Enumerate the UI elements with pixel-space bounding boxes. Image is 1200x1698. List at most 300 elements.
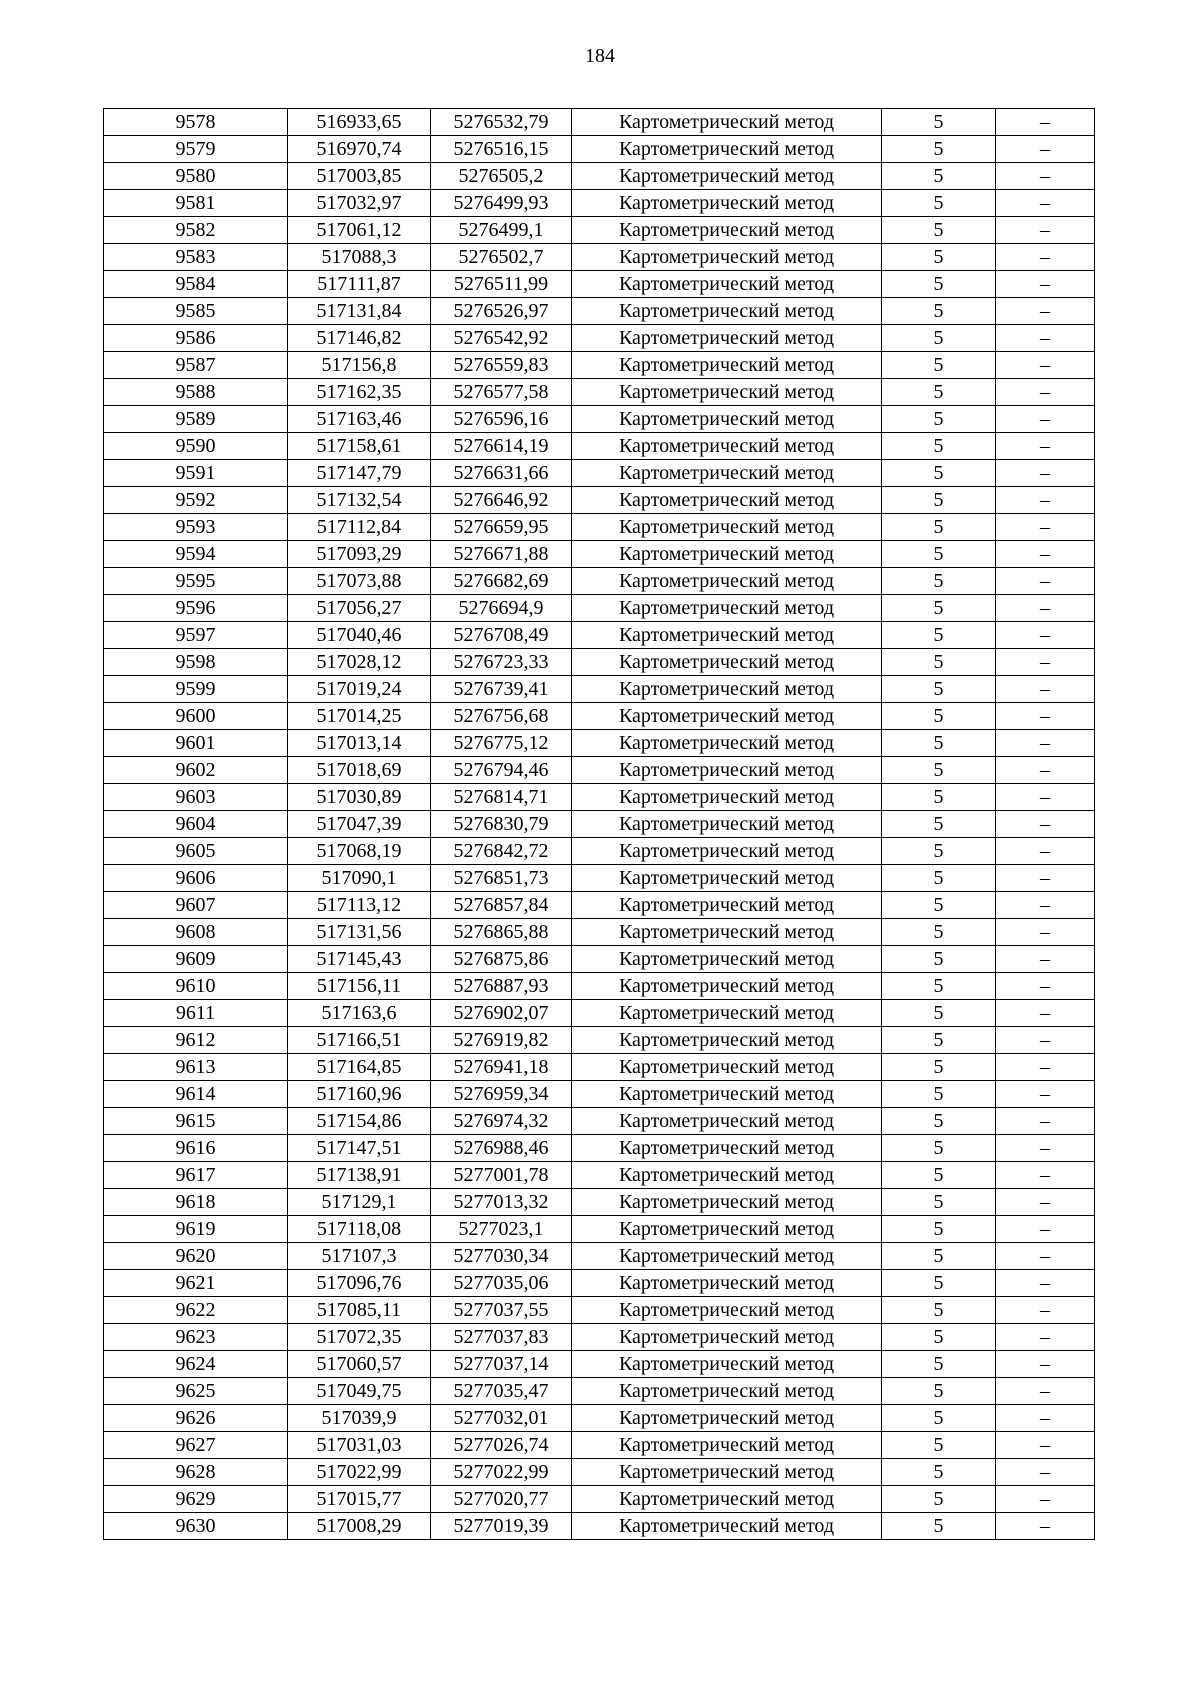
description-cell: – [996, 973, 1095, 1000]
accuracy-cell: 5 [882, 676, 996, 703]
point-number-cell: 9586 [104, 325, 288, 352]
y-coordinate-cell: 5276502,7 [431, 244, 572, 271]
method-cell: Картометрический метод [572, 190, 882, 217]
x-coordinate-cell: 517090,1 [288, 865, 431, 892]
x-coordinate-cell: 517032,97 [288, 190, 431, 217]
method-cell: Картометрический метод [572, 379, 882, 406]
x-coordinate-cell: 517022,99 [288, 1459, 431, 1486]
x-coordinate-cell: 517047,39 [288, 811, 431, 838]
y-coordinate-cell: 5276723,33 [431, 649, 572, 676]
x-coordinate-cell: 517164,85 [288, 1054, 431, 1081]
table-row [104, 271, 1095, 298]
y-coordinate-cell: 5277026,74 [431, 1432, 572, 1459]
y-coordinate-cell: 5276631,66 [431, 460, 572, 487]
x-coordinate-cell: 517163,6 [288, 1000, 431, 1027]
x-coordinate-cell: 517138,91 [288, 1162, 431, 1189]
method-cell: Картометрический метод [572, 730, 882, 757]
y-coordinate-cell: 5276532,79 [431, 109, 572, 136]
accuracy-cell: 5 [882, 1027, 996, 1054]
accuracy-cell: 5 [882, 1459, 996, 1486]
description-cell: – [996, 676, 1095, 703]
table-row [104, 1027, 1095, 1054]
point-number-cell: 9606 [104, 865, 288, 892]
point-number-cell: 9593 [104, 514, 288, 541]
method-cell: Картометрический метод [572, 244, 882, 271]
accuracy-cell: 5 [882, 1378, 996, 1405]
point-number-cell: 9619 [104, 1216, 288, 1243]
table-row [104, 973, 1095, 1000]
description-cell: – [996, 1189, 1095, 1216]
accuracy-cell: 5 [882, 838, 996, 865]
point-number-cell: 9625 [104, 1378, 288, 1405]
accuracy-cell: 5 [882, 406, 996, 433]
x-coordinate-cell: 517166,51 [288, 1027, 431, 1054]
x-coordinate-cell: 517049,75 [288, 1378, 431, 1405]
point-number-cell: 9588 [104, 379, 288, 406]
point-number-cell: 9592 [104, 487, 288, 514]
y-coordinate-cell: 5276842,72 [431, 838, 572, 865]
accuracy-cell: 5 [882, 298, 996, 325]
accuracy-cell: 5 [882, 973, 996, 1000]
accuracy-cell: 5 [882, 190, 996, 217]
x-coordinate-cell: 517060,57 [288, 1351, 431, 1378]
accuracy-cell: 5 [882, 919, 996, 946]
table-row [104, 487, 1095, 514]
accuracy-cell: 5 [882, 784, 996, 811]
y-coordinate-cell: 5277037,14 [431, 1351, 572, 1378]
point-number-cell: 9581 [104, 190, 288, 217]
description-cell: – [996, 1027, 1095, 1054]
table-row [104, 865, 1095, 892]
y-coordinate-cell: 5276659,95 [431, 514, 572, 541]
y-coordinate-cell: 5277001,78 [431, 1162, 572, 1189]
table-row [104, 784, 1095, 811]
method-cell: Картометрический метод [572, 298, 882, 325]
x-coordinate-cell: 517085,11 [288, 1297, 431, 1324]
description-cell: – [996, 1162, 1095, 1189]
description-cell: – [996, 1216, 1095, 1243]
accuracy-cell: 5 [882, 622, 996, 649]
accuracy-cell: 5 [882, 1135, 996, 1162]
accuracy-cell: 5 [882, 1297, 996, 1324]
method-cell: Картометрический метод [572, 568, 882, 595]
method-cell: Картометрический метод [572, 136, 882, 163]
x-coordinate-cell: 517156,11 [288, 973, 431, 1000]
point-number-cell: 9600 [104, 703, 288, 730]
description-cell: – [996, 514, 1095, 541]
accuracy-cell: 5 [882, 109, 996, 136]
method-cell: Картометрический метод [572, 811, 882, 838]
table-row [104, 1000, 1095, 1027]
method-cell: Картометрический метод [572, 1027, 882, 1054]
y-coordinate-cell: 5276614,19 [431, 433, 572, 460]
description-cell: – [996, 1405, 1095, 1432]
point-number-cell: 9591 [104, 460, 288, 487]
point-number-cell: 9621 [104, 1270, 288, 1297]
y-coordinate-cell: 5276959,34 [431, 1081, 572, 1108]
description-cell: – [996, 325, 1095, 352]
table-row [104, 109, 1095, 136]
accuracy-cell: 5 [882, 1513, 996, 1540]
method-cell: Картометрический метод [572, 109, 882, 136]
table-row [104, 568, 1095, 595]
x-coordinate-cell: 517014,25 [288, 703, 431, 730]
point-number-cell: 9605 [104, 838, 288, 865]
accuracy-cell: 5 [882, 811, 996, 838]
point-number-cell: 9599 [104, 676, 288, 703]
method-cell: Картометрический метод [572, 973, 882, 1000]
method-cell: Картометрический метод [572, 649, 882, 676]
table-row [104, 1135, 1095, 1162]
point-number-cell: 9629 [104, 1486, 288, 1513]
y-coordinate-cell: 5276516,15 [431, 136, 572, 163]
table-row [104, 946, 1095, 973]
method-cell: Картометрический метод [572, 892, 882, 919]
accuracy-cell: 5 [882, 460, 996, 487]
y-coordinate-cell: 5276505,2 [431, 163, 572, 190]
method-cell: Картометрический метод [572, 1162, 882, 1189]
description-cell: – [996, 460, 1095, 487]
point-number-cell: 9630 [104, 1513, 288, 1540]
y-coordinate-cell: 5276671,88 [431, 541, 572, 568]
method-cell: Картометрический метод [572, 163, 882, 190]
table-row [104, 244, 1095, 271]
x-coordinate-cell: 517163,46 [288, 406, 431, 433]
y-coordinate-cell: 5276577,58 [431, 379, 572, 406]
accuracy-cell: 5 [882, 379, 996, 406]
table-row [104, 1108, 1095, 1135]
y-coordinate-cell: 5276857,84 [431, 892, 572, 919]
point-number-cell: 9587 [104, 352, 288, 379]
x-coordinate-cell: 517112,84 [288, 514, 431, 541]
y-coordinate-cell: 5277035,06 [431, 1270, 572, 1297]
y-coordinate-cell: 5277022,99 [431, 1459, 572, 1486]
method-cell: Картометрический метод [572, 703, 882, 730]
table-row [104, 1270, 1095, 1297]
y-coordinate-cell: 5276814,71 [431, 784, 572, 811]
point-number-cell: 9616 [104, 1135, 288, 1162]
accuracy-cell: 5 [882, 568, 996, 595]
point-number-cell: 9613 [104, 1054, 288, 1081]
x-coordinate-cell: 517072,35 [288, 1324, 431, 1351]
y-coordinate-cell: 5276794,46 [431, 757, 572, 784]
x-coordinate-cell: 517040,46 [288, 622, 431, 649]
x-coordinate-cell: 517156,8 [288, 352, 431, 379]
accuracy-cell: 5 [882, 1486, 996, 1513]
point-number-cell: 9583 [104, 244, 288, 271]
x-coordinate-cell: 517088,3 [288, 244, 431, 271]
point-number-cell: 9622 [104, 1297, 288, 1324]
description-cell: – [996, 1243, 1095, 1270]
x-coordinate-cell: 517107,3 [288, 1243, 431, 1270]
x-coordinate-cell: 517160,96 [288, 1081, 431, 1108]
description-cell: – [996, 1378, 1095, 1405]
y-coordinate-cell: 5276902,07 [431, 1000, 572, 1027]
x-coordinate-cell: 517019,24 [288, 676, 431, 703]
y-coordinate-cell: 5277035,47 [431, 1378, 572, 1405]
accuracy-cell: 5 [882, 1162, 996, 1189]
point-number-cell: 9594 [104, 541, 288, 568]
point-number-cell: 9590 [104, 433, 288, 460]
description-cell: – [996, 1081, 1095, 1108]
table-row [104, 1459, 1095, 1486]
x-coordinate-cell: 517131,84 [288, 298, 431, 325]
point-number-cell: 9618 [104, 1189, 288, 1216]
accuracy-cell: 5 [882, 1000, 996, 1027]
method-cell: Картометрический метод [572, 1216, 882, 1243]
description-cell: – [996, 946, 1095, 973]
method-cell: Картометрический метод [572, 838, 882, 865]
y-coordinate-cell: 5276511,99 [431, 271, 572, 298]
y-coordinate-cell: 5276646,92 [431, 487, 572, 514]
y-coordinate-cell: 5277032,01 [431, 1405, 572, 1432]
method-cell: Картометрический метод [572, 865, 882, 892]
table-row [104, 217, 1095, 244]
method-cell: Картометрический метод [572, 1351, 882, 1378]
method-cell: Картометрический метод [572, 1000, 882, 1027]
x-coordinate-cell: 517028,12 [288, 649, 431, 676]
table-row [104, 514, 1095, 541]
method-cell: Картометрический метод [572, 1108, 882, 1135]
point-number-cell: 9597 [104, 622, 288, 649]
description-cell: – [996, 298, 1095, 325]
point-number-cell: 9596 [104, 595, 288, 622]
description-cell: – [996, 1000, 1095, 1027]
description-cell: – [996, 568, 1095, 595]
point-number-cell: 9615 [104, 1108, 288, 1135]
point-number-cell: 9582 [104, 217, 288, 244]
x-coordinate-cell: 517008,29 [288, 1513, 431, 1540]
method-cell: Картометрический метод [572, 1324, 882, 1351]
accuracy-cell: 5 [882, 730, 996, 757]
x-coordinate-cell: 517154,86 [288, 1108, 431, 1135]
description-cell: – [996, 1432, 1095, 1459]
method-cell: Картометрический метод [572, 1189, 882, 1216]
description-cell: – [996, 1270, 1095, 1297]
table-row [104, 730, 1095, 757]
table-row [104, 1351, 1095, 1378]
description-cell: – [996, 811, 1095, 838]
x-coordinate-cell: 517068,19 [288, 838, 431, 865]
method-cell: Картометрический метод [572, 1243, 882, 1270]
method-cell: Картометрический метод [572, 1081, 882, 1108]
method-cell: Картометрический метод [572, 514, 882, 541]
description-cell: – [996, 487, 1095, 514]
accuracy-cell: 5 [882, 541, 996, 568]
point-number-cell: 9603 [104, 784, 288, 811]
x-coordinate-cell: 516933,65 [288, 109, 431, 136]
table-row [104, 1054, 1095, 1081]
accuracy-cell: 5 [882, 946, 996, 973]
description-cell: – [996, 838, 1095, 865]
method-cell: Картометрический метод [572, 541, 882, 568]
point-number-cell: 9579 [104, 136, 288, 163]
x-coordinate-cell: 517147,79 [288, 460, 431, 487]
accuracy-cell: 5 [882, 1405, 996, 1432]
accuracy-cell: 5 [882, 1108, 996, 1135]
y-coordinate-cell: 5276708,49 [431, 622, 572, 649]
point-number-cell: 9595 [104, 568, 288, 595]
table-row [104, 1513, 1095, 1540]
y-coordinate-cell: 5276739,41 [431, 676, 572, 703]
accuracy-cell: 5 [882, 1270, 996, 1297]
coordinates-table [103, 108, 1095, 1540]
table-row [104, 1432, 1095, 1459]
point-number-cell: 9628 [104, 1459, 288, 1486]
point-number-cell: 9598 [104, 649, 288, 676]
table-row [104, 298, 1095, 325]
y-coordinate-cell: 5276499,1 [431, 217, 572, 244]
accuracy-cell: 5 [882, 1054, 996, 1081]
x-coordinate-cell: 517158,61 [288, 433, 431, 460]
point-number-cell: 9578 [104, 109, 288, 136]
point-number-cell: 9623 [104, 1324, 288, 1351]
table-row [104, 595, 1095, 622]
y-coordinate-cell: 5276756,68 [431, 703, 572, 730]
accuracy-cell: 5 [882, 514, 996, 541]
method-cell: Картометрический метод [572, 919, 882, 946]
table-row [104, 892, 1095, 919]
y-coordinate-cell: 5276875,86 [431, 946, 572, 973]
x-coordinate-cell: 517131,56 [288, 919, 431, 946]
description-cell: – [996, 1135, 1095, 1162]
table-row [104, 676, 1095, 703]
coordinates-table-body [104, 109, 1095, 1540]
accuracy-cell: 5 [882, 163, 996, 190]
method-cell: Картометрический метод [572, 757, 882, 784]
x-coordinate-cell: 517039,9 [288, 1405, 431, 1432]
description-cell: – [996, 379, 1095, 406]
accuracy-cell: 5 [882, 865, 996, 892]
table-row [104, 1243, 1095, 1270]
description-cell: – [996, 433, 1095, 460]
table-row [104, 1297, 1095, 1324]
table-row [104, 1189, 1095, 1216]
accuracy-cell: 5 [882, 136, 996, 163]
method-cell: Картометрический метод [572, 1270, 882, 1297]
method-cell: Картометрический метод [572, 622, 882, 649]
x-coordinate-cell: 517113,12 [288, 892, 431, 919]
y-coordinate-cell: 5277030,34 [431, 1243, 572, 1270]
point-number-cell: 9608 [104, 919, 288, 946]
method-cell: Картометрический метод [572, 406, 882, 433]
table-row [104, 811, 1095, 838]
method-cell: Картометрический метод [572, 271, 882, 298]
table-row [104, 1162, 1095, 1189]
accuracy-cell: 5 [882, 352, 996, 379]
x-coordinate-cell: 517096,76 [288, 1270, 431, 1297]
point-number-cell: 9620 [104, 1243, 288, 1270]
accuracy-cell: 5 [882, 1216, 996, 1243]
table-row [104, 1378, 1095, 1405]
description-cell: – [996, 1297, 1095, 1324]
table-row [104, 838, 1095, 865]
table-row [104, 757, 1095, 784]
x-coordinate-cell: 517093,29 [288, 541, 431, 568]
description-cell: – [996, 541, 1095, 568]
point-number-cell: 9611 [104, 1000, 288, 1027]
description-cell: – [996, 136, 1095, 163]
accuracy-cell: 5 [882, 1324, 996, 1351]
y-coordinate-cell: 5276887,93 [431, 973, 572, 1000]
accuracy-cell: 5 [882, 433, 996, 460]
description-cell: – [996, 406, 1095, 433]
table-row [104, 433, 1095, 460]
method-cell: Картометрический метод [572, 217, 882, 244]
point-number-cell: 9589 [104, 406, 288, 433]
table-row [104, 703, 1095, 730]
y-coordinate-cell: 5277020,77 [431, 1486, 572, 1513]
point-number-cell: 9585 [104, 298, 288, 325]
x-coordinate-cell: 517030,89 [288, 784, 431, 811]
method-cell: Картометрический метод [572, 487, 882, 514]
y-coordinate-cell: 5277023,1 [431, 1216, 572, 1243]
x-coordinate-cell: 517013,14 [288, 730, 431, 757]
y-coordinate-cell: 5276499,93 [431, 190, 572, 217]
x-coordinate-cell: 517145,43 [288, 946, 431, 973]
description-cell: – [996, 919, 1095, 946]
accuracy-cell: 5 [882, 325, 996, 352]
table-row [104, 325, 1095, 352]
table-row [104, 136, 1095, 163]
description-cell: – [996, 1351, 1095, 1378]
description-cell: – [996, 1513, 1095, 1540]
method-cell: Картометрический метод [572, 1378, 882, 1405]
x-coordinate-cell: 516970,74 [288, 136, 431, 163]
x-coordinate-cell: 517018,69 [288, 757, 431, 784]
point-number-cell: 9624 [104, 1351, 288, 1378]
accuracy-cell: 5 [882, 649, 996, 676]
table-row [104, 352, 1095, 379]
table-row [104, 406, 1095, 433]
table-row [104, 919, 1095, 946]
table-row [104, 379, 1095, 406]
x-coordinate-cell: 517031,03 [288, 1432, 431, 1459]
y-coordinate-cell: 5276974,32 [431, 1108, 572, 1135]
accuracy-cell: 5 [882, 1432, 996, 1459]
table-row [104, 1486, 1095, 1513]
description-cell: – [996, 1459, 1095, 1486]
description-cell: – [996, 1054, 1095, 1081]
description-cell: – [996, 703, 1095, 730]
y-coordinate-cell: 5276865,88 [431, 919, 572, 946]
description-cell: – [996, 622, 1095, 649]
point-number-cell: 9584 [104, 271, 288, 298]
y-coordinate-cell: 5276775,12 [431, 730, 572, 757]
point-number-cell: 9610 [104, 973, 288, 1000]
table-row [104, 190, 1095, 217]
x-coordinate-cell: 517073,88 [288, 568, 431, 595]
x-coordinate-cell: 517111,87 [288, 271, 431, 298]
point-number-cell: 9607 [104, 892, 288, 919]
description-cell: – [996, 757, 1095, 784]
method-cell: Картометрический метод [572, 595, 882, 622]
description-cell: – [996, 1486, 1095, 1513]
description-cell: – [996, 784, 1095, 811]
table-row [104, 1216, 1095, 1243]
accuracy-cell: 5 [882, 892, 996, 919]
method-cell: Картометрический метод [572, 1459, 882, 1486]
description-cell: – [996, 1108, 1095, 1135]
table-row [104, 1081, 1095, 1108]
description-cell: – [996, 244, 1095, 271]
description-cell: – [996, 271, 1095, 298]
table-row [104, 1324, 1095, 1351]
method-cell: Картометрический метод [572, 352, 882, 379]
table-row [104, 163, 1095, 190]
accuracy-cell: 5 [882, 1243, 996, 1270]
accuracy-cell: 5 [882, 757, 996, 784]
